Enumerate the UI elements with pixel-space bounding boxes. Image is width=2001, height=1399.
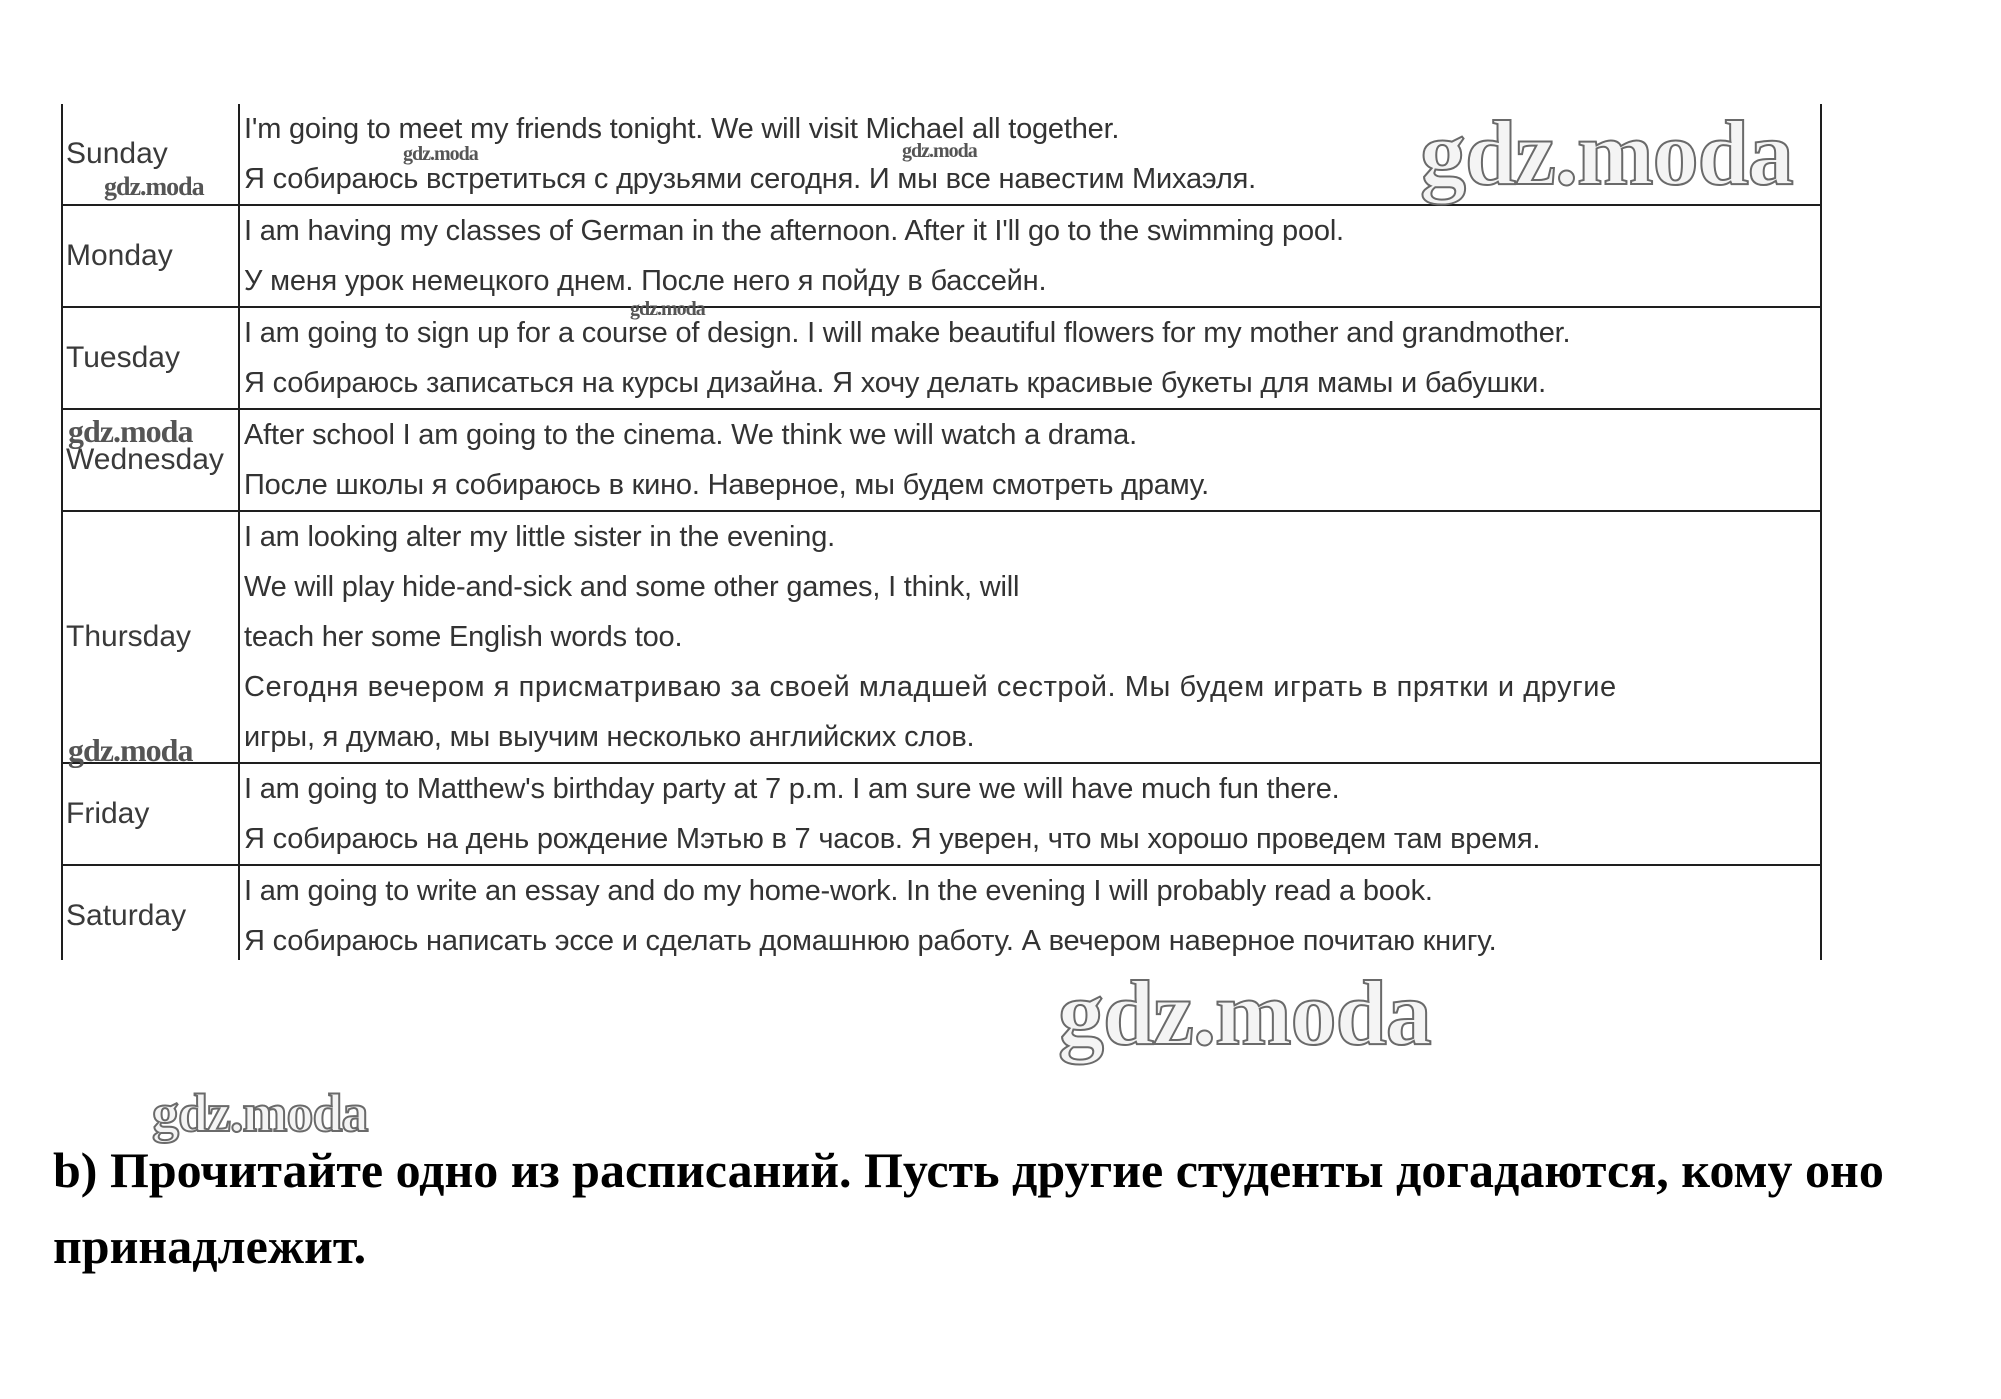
plan-line: игры, я думаю, мы выучим несколько английских слов.: [244, 721, 975, 753]
table-row: [62, 865, 1821, 960]
watermark-logo: gdz.moda: [104, 172, 204, 201]
plan-line: Я собираюсь записаться на курсы дизайна. Я хочу делать красивые букеты для мамы и бабушки.: [244, 367, 1547, 399]
watermark-logo: gdz.moda: [1058, 962, 1431, 1064]
day-cell: Friday: [62, 763, 239, 865]
day-cell: Monday: [62, 205, 239, 307]
plan-line: I am going to sign up for a course of design. I will make beautiful flowers for my mother and grandmother.: [244, 317, 1571, 349]
plan-line: I am going to Matthew's birthday party at 7 p.m. I am sure we will have much fun there.: [244, 773, 1340, 805]
day-cell: Thursday: [62, 511, 239, 763]
day-cell: Wednesday: [62, 409, 239, 511]
table-row: [62, 511, 1821, 763]
plan-line: После школы я собираюсь в кино. Наверное, мы будем смотреть драму.: [244, 469, 1210, 501]
plan-cell: [239, 205, 1821, 307]
plan-line: I am having my classes of German in the afternoon. After it I'll go to the swimming pool.: [244, 215, 1344, 247]
table-row: [62, 763, 1821, 865]
watermark-logo: gdz.moda: [902, 140, 977, 162]
watermark-logo: gdz.moda: [68, 732, 193, 768]
plan-cell: [239, 865, 1821, 960]
plan-line: У меня урок немецкого днем. После него я пойду в бассейн.: [244, 265, 1047, 297]
table-row: [62, 409, 1821, 511]
watermark-logo: gdz.moda: [630, 298, 705, 320]
watermark-logo: gdz.moda: [1420, 102, 1793, 204]
watermark-logo: gdz.moda: [403, 143, 478, 165]
schedule-table: [61, 104, 1822, 960]
plan-line: After school I am going to the cinema. We think we will watch a drama.: [244, 419, 1137, 451]
plan-line: I am looking alter my little sister in the evening.: [244, 521, 836, 553]
day-cell: Tuesday: [62, 307, 239, 409]
table-row: [62, 307, 1821, 409]
plan-line: Сегодня вечером я присматриваю за своей младшей сестрой. Мы будем играть в прятки и другие: [244, 671, 1617, 703]
plan-line: I'm going to meet my friends tonight. We will visit Michael all together.: [244, 113, 1120, 145]
plan-line: I am going to write an essay and do my home-work. In the evening I will probably read a book.: [244, 875, 1433, 907]
schedule-sheet: [61, 104, 1826, 960]
task-instruction: b) Прочитайте одно из расписаний. Пусть другие студенты догадаются, кому оно принадлежит.: [53, 1142, 1884, 1274]
watermark-logo: gdz.moda: [152, 1083, 368, 1143]
plan-line: We will play hide-and-sick and some other games, I think, will: [244, 571, 1020, 603]
day-cell: Saturday: [62, 865, 239, 960]
day-cell: Sunday: [62, 104, 239, 205]
table-row: [62, 205, 1821, 307]
plan-cell: [239, 307, 1821, 409]
plan-cell: [239, 409, 1821, 511]
plan-line: Я собираюсь на день рождение Мэтью в 7 часов. Я уверен, что мы хорошо проведем там время.: [244, 823, 1541, 855]
plan-line: teach her some English words too.: [244, 621, 683, 653]
plan-line: Я собираюсь написать эссе и сделать домашнюю работу. А вечером наверное почитаю книгу.: [244, 925, 1497, 957]
watermark-logo: gdz.moda: [68, 413, 193, 449]
plan-cell: [239, 763, 1821, 865]
plan-cell: [239, 511, 1821, 763]
plan-line: Я собираюсь встретиться с друзьями сегодня. И мы все навестим Михаэля.: [244, 163, 1256, 195]
